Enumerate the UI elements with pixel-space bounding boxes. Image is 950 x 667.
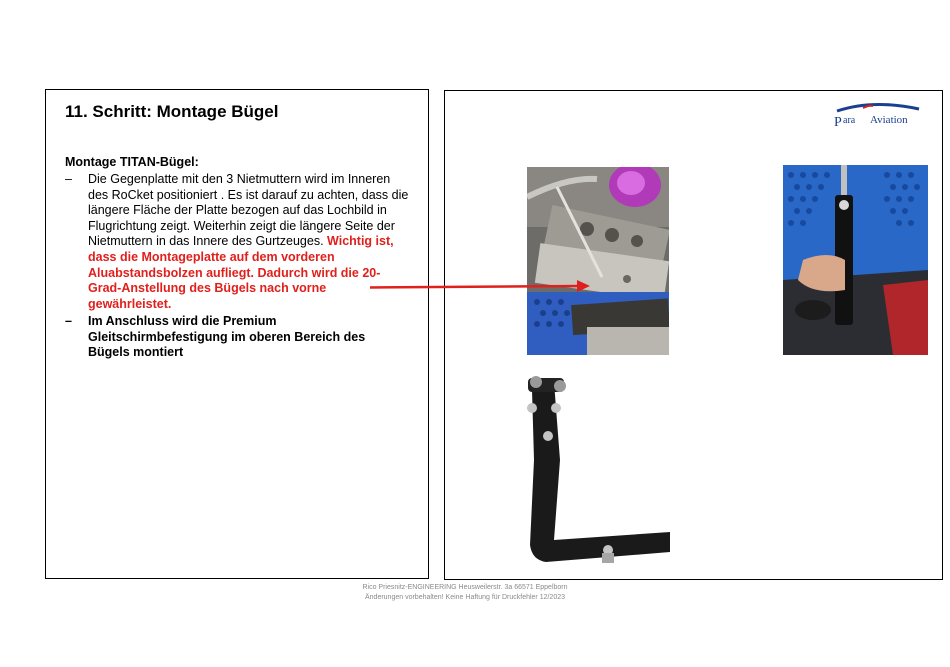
- instruction-panel: [45, 89, 429, 579]
- bracket-on-harness-photo: [783, 165, 928, 355]
- footer-disclaimer: Änderungen vorbehalten! Keine Haftung für Druckfehler 12/2023: [364, 593, 566, 601]
- para-aviation-logo: [833, 102, 923, 130]
- bullet-marker: –: [65, 314, 72, 328]
- instruction-bullet-1: [65, 172, 410, 312]
- section-heading: Montage TITAN-Bügel:: [65, 155, 199, 169]
- bullet-text: Im Anschluss wird die Premium Gleitschirmbefestigung im oberen Bereich des Bügels montiert: [88, 314, 366, 360]
- mounting-plate-photo: [527, 167, 669, 355]
- pointer-arrow: [370, 279, 590, 295]
- logo-p: P: [834, 115, 842, 130]
- footer: [300, 583, 630, 602]
- bullet-marker: –: [65, 172, 72, 186]
- logo-aviation: Aviation: [870, 114, 908, 126]
- footer-address: Rico Priesnitz-ENGINEERING Heusweilerstr. 3a 66571 Eppelborn: [362, 584, 568, 591]
- bullet-text: Die Gegenplatte mit den 3 Nietmuttern wird im Inneren des RoCket positioniert . Es ist darauf zu achten, dass die längere Fläche der Platte bezogen auf das Lochbild in Flugrichtung zeigt. Weiterhin zeigt die längere Seite der Nietmuttern in das Innere des Gurtzeuges.: [88, 172, 409, 249]
- bullet-warning-text: Wichtig ist, dass die Montageplatte auf dem vorderen Aluabstandsbolzen aufliegt. Dadurch wird die 20-Grad-Anstellung des Bügels nach vorne gewährleistet.: [88, 234, 394, 311]
- titan-bracket-photo: [510, 370, 670, 570]
- instruction-bullet-2: [65, 314, 410, 361]
- logo-ara: ara: [843, 115, 856, 126]
- step-title: 11. Schritt: Montage Bügel: [65, 102, 279, 121]
